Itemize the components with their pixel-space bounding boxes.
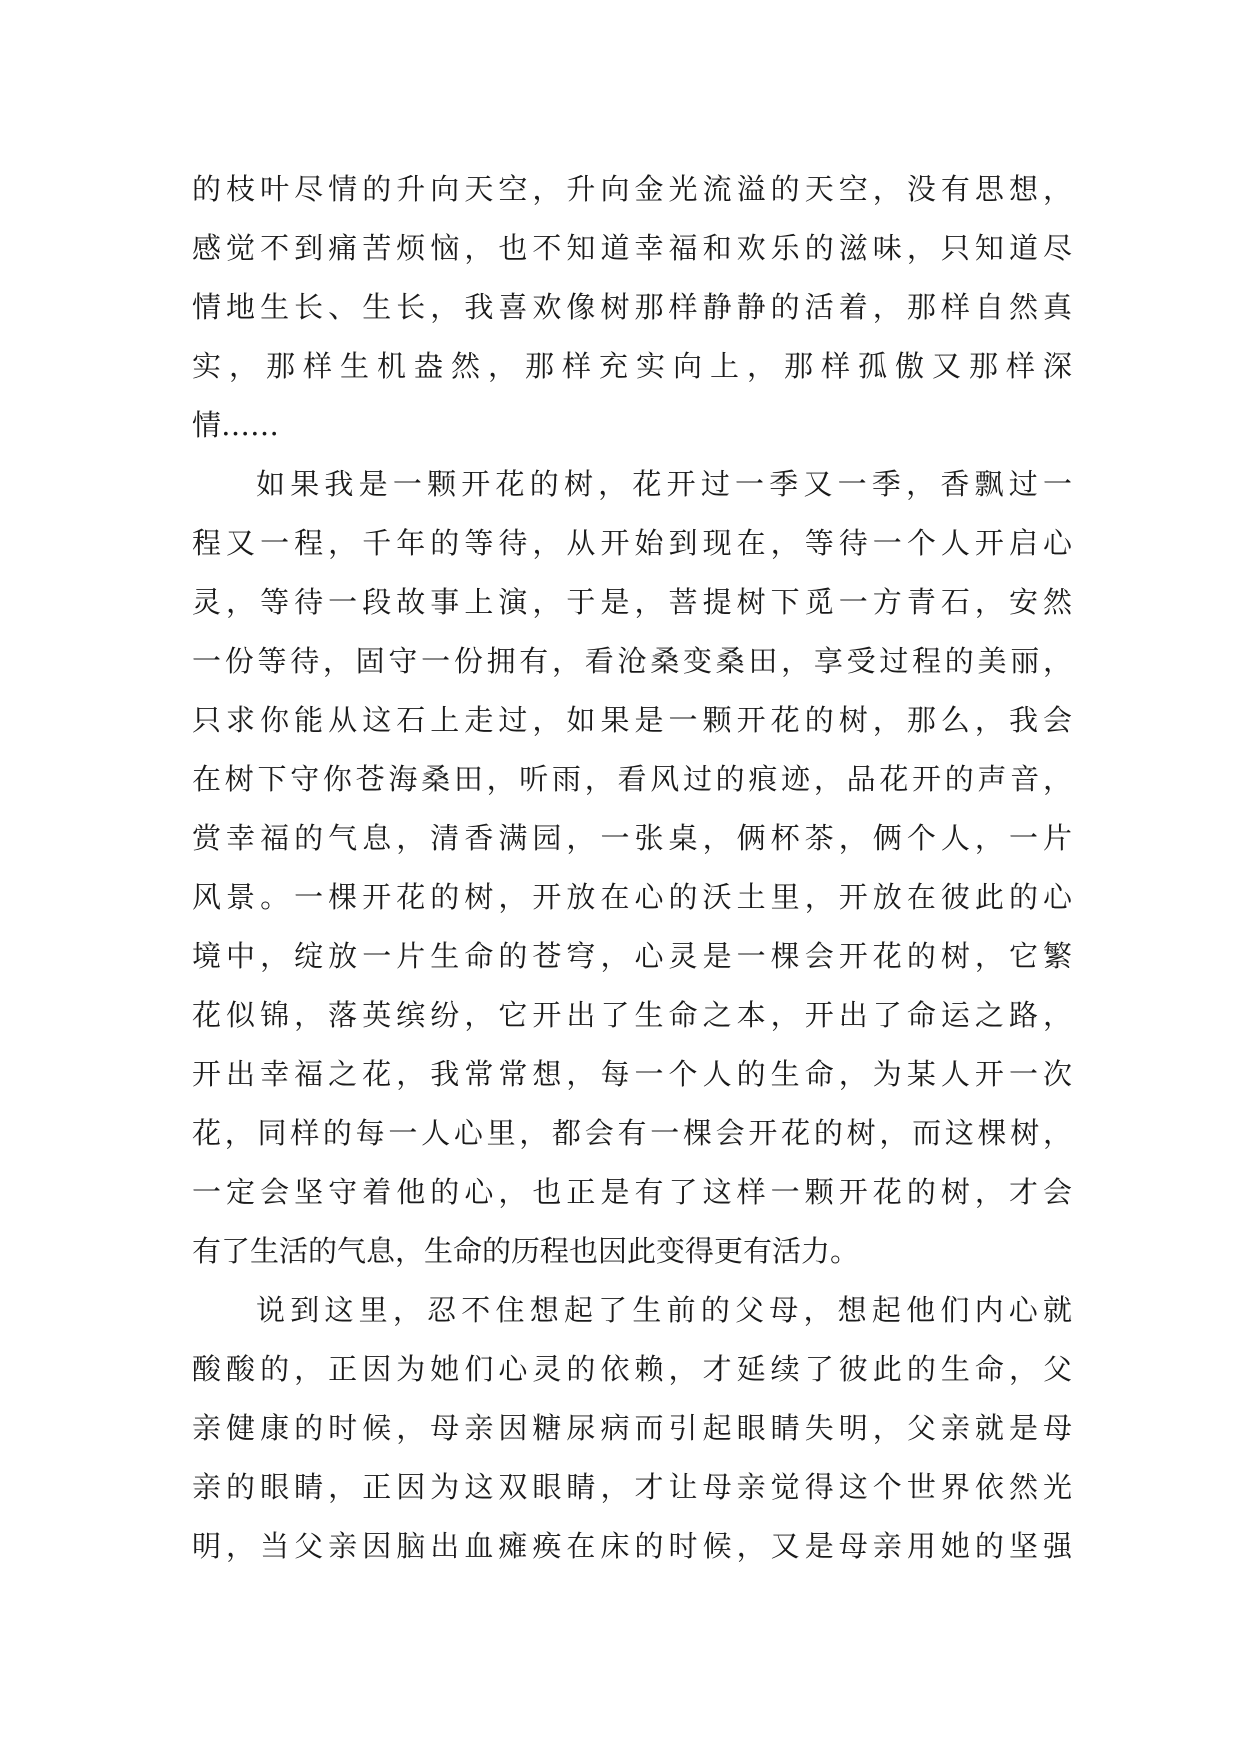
text-line: 在树下守你苍海桑田，听雨，看风过的痕迹，品花开的声音， — [192, 762, 1072, 796]
text-line: 酸酸的，正因为她们心灵的依赖，才延续了彼此的生命，父 — [192, 1352, 1072, 1386]
text-line: 开出幸福之花，我常常想，每一个人的生命，为某人开一次 — [192, 1057, 1072, 1091]
paragraph-first-line: 如果我是一颗开花的树，花开过一季又一季，香飘过一 — [256, 467, 1072, 501]
text-line: 感觉不到痛苦烦恼，也不知道幸福和欢乐的滋味，只知道尽 — [192, 231, 1072, 265]
text-line: 灵，等待一段故事上演，于是，菩提树下觅一方青石，安然 — [192, 585, 1072, 619]
text-line: 情…… — [192, 408, 280, 442]
text-line: 境中，绽放一片生命的苍穹，心灵是一棵会开花的树，它繁 — [192, 939, 1072, 973]
text-line: 明，当父亲因脑出血瘫痪在床的时候，又是母亲用她的坚强 — [192, 1529, 1072, 1563]
text-line: 只求你能从这石上走过，如果是一颗开花的树，那么，我会 — [192, 703, 1072, 737]
text-line: 花，同样的每一人心里，都会有一棵会开花的树，而这棵树， — [192, 1116, 1072, 1150]
text-line: 风景。一棵开花的树，开放在心的沃土里，开放在彼此的心 — [192, 880, 1072, 914]
text-line: 情地生长、生长，我喜欢像树那样静静的活着，那样自然真 — [192, 290, 1072, 324]
paragraph-first-line: 说到这里，忍不住想起了生前的父母，想起他们内心就 — [256, 1293, 1072, 1327]
text-line: 程又一程，千年的等待，从开始到现在，等待一个人开启心 — [192, 526, 1072, 560]
text-line: 实，那样生机盎然，那样充实向上，那样孤傲又那样深 — [192, 349, 1072, 383]
text-line: 的枝叶尽情的升向天空，升向金光流溢的天空，没有思想， — [192, 172, 1072, 206]
text-line: 一份等待，固守一份拥有，看沧桑变桑田，享受过程的美丽， — [192, 644, 1072, 678]
text-line: 亲的眼睛，正因为这双眼睛，才让母亲觉得这个世界依然光 — [192, 1470, 1072, 1504]
body-text — [192, 160, 1072, 1576]
text-line: 赏幸福的气息，清香满园，一张桌，俩杯茶，俩个人，一片 — [192, 821, 1072, 855]
text-line: 有了生活的气息，生命的历程也因此变得更有活力。 — [192, 1234, 860, 1268]
text-line: 亲健康的时候，母亲因糖尿病而引起眼睛失明，父亲就是母 — [192, 1411, 1072, 1445]
text-line: 花似锦，落英缤纷，它开出了生命之本，开出了命运之路， — [192, 998, 1072, 1032]
text-line: 一定会坚守着他的心，也正是有了这样一颗开花的树，才会 — [192, 1175, 1072, 1209]
